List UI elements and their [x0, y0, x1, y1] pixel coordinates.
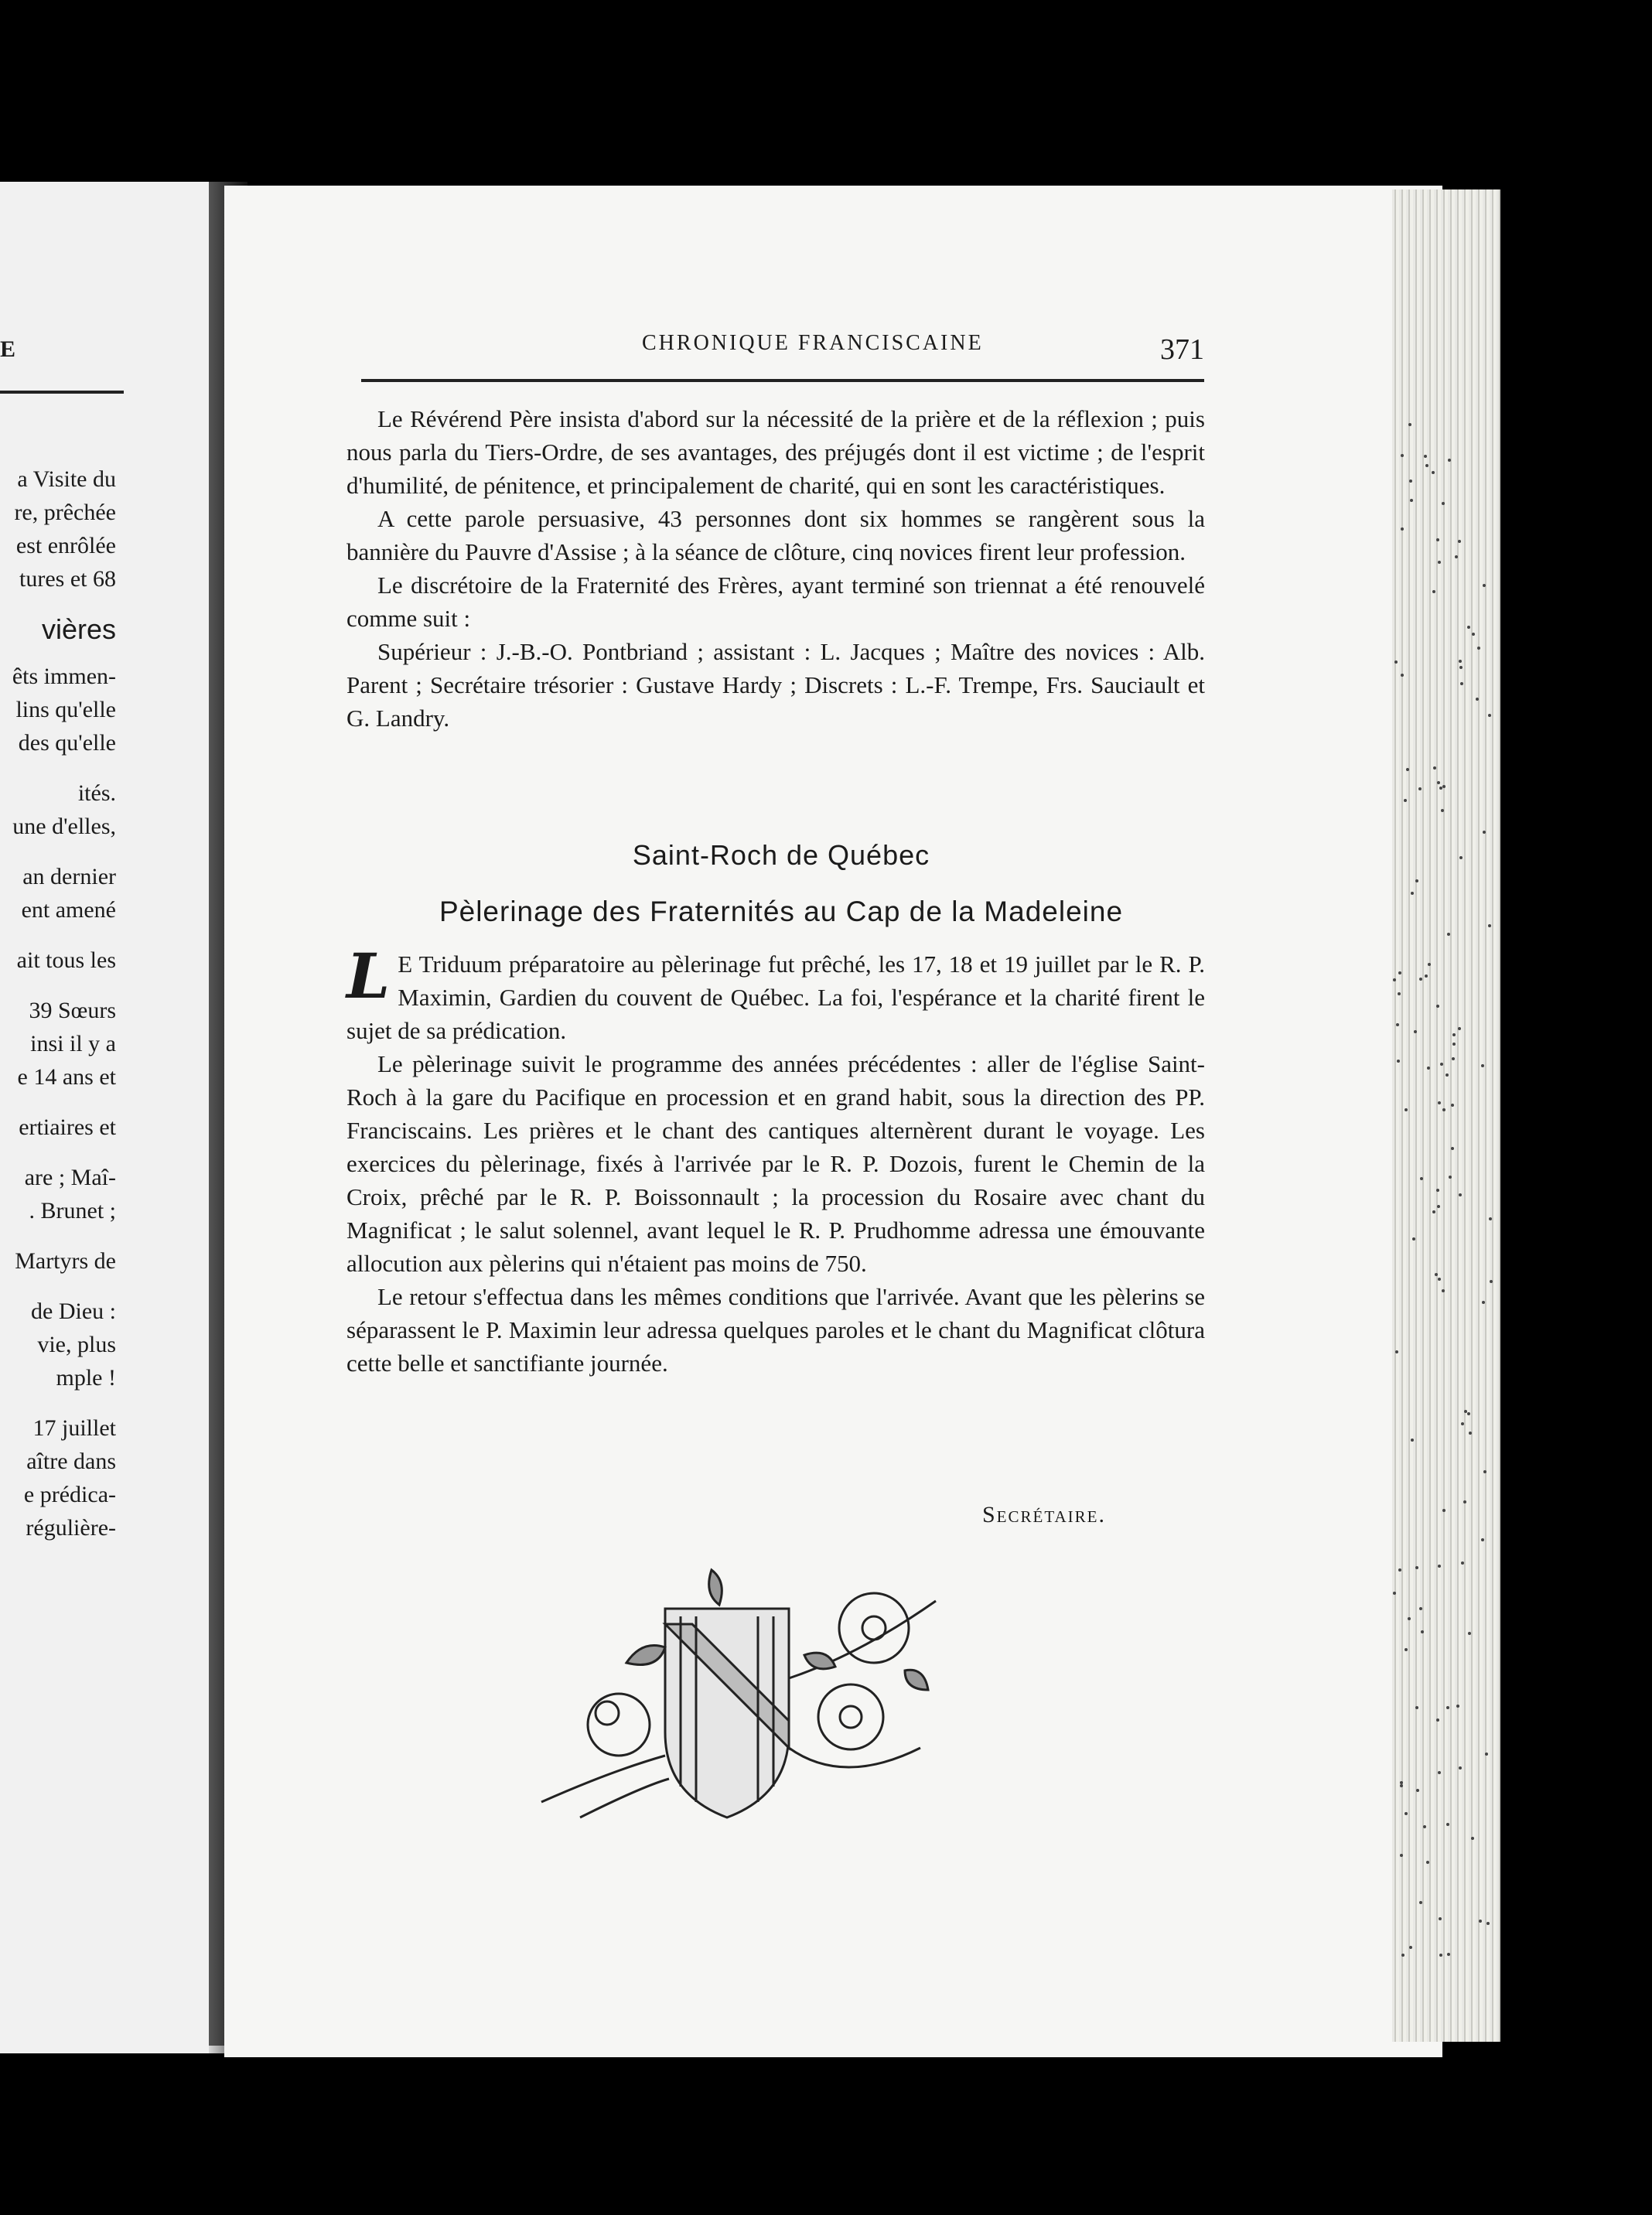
paper-speck [1438, 1101, 1441, 1104]
paper-speck [1416, 1789, 1419, 1792]
paper-speck [1461, 1422, 1464, 1425]
section-title-event: Pèlerinage des Fraternités au Cap de la Madeleine [439, 896, 1124, 927]
paper-speck [1446, 1823, 1449, 1826]
paper-speck [1442, 1509, 1446, 1512]
left-text-fragment: 17 juillet [32, 1415, 116, 1441]
paper-speck [1436, 1189, 1439, 1192]
paper-speck [1458, 540, 1461, 543]
paper-speck [1485, 1753, 1488, 1756]
paper-speck [1456, 1705, 1459, 1708]
page-edge [1392, 189, 1500, 2042]
paper-speck [1467, 626, 1470, 629]
paper-speck [1408, 423, 1411, 426]
floral-coat-of-arms-ornament [534, 1555, 1060, 1841]
paper-speck [1446, 1073, 1449, 1077]
paper-speck [1488, 714, 1491, 717]
left-page [0, 182, 232, 2053]
paper-speck [1401, 454, 1404, 457]
paper-speck [1404, 799, 1407, 802]
left-text-fragment: ent amené [21, 897, 116, 923]
paper-speck [1483, 1470, 1486, 1473]
paper-speck [1436, 538, 1439, 541]
paper-speck [1459, 660, 1462, 663]
paper-speck [1438, 1771, 1441, 1774]
left-text-fragment: insi il y a [30, 1031, 116, 1056]
paper-speck [1441, 809, 1444, 812]
paper-speck [1477, 647, 1480, 650]
paper-speck [1425, 974, 1428, 978]
paper-speck [1481, 1538, 1484, 1541]
running-head: CHRONIQUE FRANCISCAINE [642, 331, 984, 355]
paper-speck [1459, 1193, 1462, 1196]
paper-speck [1411, 892, 1414, 895]
paper-speck [1425, 464, 1428, 467]
left-text-fragment: ités. [77, 780, 116, 806]
paper-speck [1432, 471, 1435, 474]
left-text-fragment: ait tous les [16, 947, 116, 973]
paper-speck [1447, 933, 1450, 936]
paper-speck [1439, 1917, 1442, 1920]
paper-speck [1442, 502, 1445, 505]
paragraph: Le pèlerinage suivit le programme des années précédentes : aller de l'église Saint-Roch à la gare du Pacifique en procession et en grand habit, sous la direction des PP. Franciscains. Les prières et le chant des cantiques alternèrent durant le voyage. Les exercices du pèlerinage, fixés à l'arrivée par le R. P. Dozois, furent le Chemin de la Croix, prêché par le R. P. Boissonnault ; la procession du Rosaire avec chant du Magnificat ; le salut solennel, avant lequel le R. P. Prudhomme adressa une émouvante allocution aux pèlerins qui n'étaient pas moins de 750. [346, 1050, 1205, 1277]
paper-speck [1424, 455, 1427, 458]
paper-speck [1438, 1278, 1441, 1281]
paper-speck [1398, 1568, 1401, 1572]
paper-speck [1468, 1632, 1471, 1635]
drop-cap: L [346, 940, 391, 1012]
paper-speck [1423, 1825, 1426, 1828]
paper-speck [1483, 584, 1486, 587]
left-text-fragment: vie, plus [37, 1332, 116, 1357]
paper-speck [1437, 781, 1440, 784]
paragraph: Le Révérend Père insista d'abord sur la nécessité de la prière et de la réflexion ; puis nous parla du Tiers-Ordre, de ses avantages, des préjugés dont il est victime ; de l'esprit d'humilité, de pénitence, et principalement de charité, qui en sont les caractéristiques. [346, 405, 1205, 499]
paper-speck [1395, 1350, 1398, 1353]
paper-speck [1398, 971, 1401, 974]
paper-speck [1406, 768, 1409, 771]
paper-speck [1400, 1854, 1403, 1857]
header-rule [361, 379, 1204, 382]
paper-speck [1452, 1057, 1455, 1060]
signature: Secrétaire. [982, 1502, 1106, 1527]
paper-speck [1393, 978, 1396, 981]
paper-speck [1411, 1439, 1414, 1442]
section-title-place: Saint-Roch de Québec [632, 839, 930, 871]
left-text-fragment: aître dans [26, 1449, 116, 1474]
paper-speck [1433, 766, 1436, 770]
paper-speck [1490, 1280, 1493, 1283]
paper-speck [1394, 660, 1398, 664]
paper-speck [1442, 1108, 1446, 1111]
left-text-fragment: an dernier [22, 864, 116, 889]
paper-speck [1405, 1108, 1408, 1111]
paper-speck [1436, 1718, 1439, 1722]
paper-speck [1459, 856, 1463, 859]
paper-speck [1432, 590, 1435, 593]
paper-speck [1419, 1607, 1422, 1610]
paper-speck [1401, 1954, 1405, 1957]
paper-speck [1412, 1237, 1415, 1241]
left-text-fragment: e 14 ans et [17, 1064, 116, 1090]
paper-speck [1460, 682, 1463, 685]
left-text-fragment: des qu'elle [18, 730, 116, 756]
left-head-rule [0, 391, 124, 394]
left-text-fragment: mple ! [56, 1365, 116, 1391]
paper-speck [1418, 787, 1422, 790]
paper-speck [1419, 978, 1422, 981]
left-text-fragment: are ; Maî- [24, 1165, 116, 1190]
left-text-fragment: a Visite du [17, 466, 116, 492]
paper-speck [1472, 633, 1475, 636]
paper-speck [1486, 1922, 1490, 1925]
paper-speck [1438, 1565, 1441, 1568]
paper-speck [1393, 1592, 1396, 1595]
paper-speck [1414, 1030, 1417, 1033]
paper-speck [1483, 831, 1486, 834]
paper-speck [1452, 1033, 1456, 1036]
paper-speck [1410, 499, 1413, 502]
section-1-text [346, 402, 1205, 735]
paper-speck [1449, 1176, 1452, 1179]
paper-speck [1437, 1205, 1440, 1208]
first-paragraph-text: E Triduum préparatoire au pèlerinage fut prêché, les 17, 18 et 19 juillet par le R. P. Maximin, Gardien du couvent de Québec. La foi, l'espérance et la charité firent le sujet de sa prédication. [346, 951, 1205, 1044]
paper-speck [1448, 459, 1451, 462]
paper-speck [1405, 1812, 1408, 1815]
left-text-fragment: tures et 68 [19, 566, 116, 592]
left-text-fragment: 39 Sœurs [29, 998, 116, 1023]
paper-speck [1408, 1617, 1411, 1620]
first-paragraph [346, 940, 1205, 1047]
paper-speck [1458, 1027, 1461, 1030]
paper-speck [1438, 561, 1441, 564]
paper-speck [1481, 1064, 1484, 1067]
page-number: 371 [1160, 333, 1204, 366]
paper-speck [1397, 1060, 1400, 1063]
paper-speck [1400, 1784, 1403, 1787]
paper-speck [1459, 1766, 1462, 1770]
left-running-head: E [0, 336, 16, 362]
paper-speck [1440, 1063, 1443, 1066]
left-text-fragment: re, prêchée [14, 500, 116, 525]
paper-speck [1476, 698, 1479, 701]
paper-speck [1439, 787, 1442, 790]
paper-speck [1451, 1147, 1454, 1150]
paper-speck [1488, 924, 1491, 927]
paper-speck [1446, 1706, 1449, 1709]
paper-speck [1489, 1217, 1492, 1220]
left-text-fragment: Martyrs de [15, 1248, 116, 1274]
paper-speck [1415, 1566, 1418, 1569]
paper-speck [1461, 1561, 1464, 1565]
left-text-fragment: régulière- [26, 1515, 116, 1541]
paper-speck [1469, 1432, 1472, 1435]
paragraph: Supérieur : J.-B.-O. Pontbriand ; assistant : L. Jacques ; Maître des novices : Alb. Parent ; Secrétaire trésorier : Gustave Hardy ; Discrets : L.-F. Trempe, Frs. Sauciault et G. Landry. [346, 638, 1205, 732]
paragraph: Le discrétoire de la Fraternité des Frères, ayant terminé son triennat a été renouvelé comme suit : [346, 572, 1205, 632]
paper-speck [1455, 555, 1458, 558]
paper-speck [1420, 1177, 1423, 1180]
left-text-fragment: de Dieu : [31, 1299, 116, 1324]
paper-speck [1439, 1954, 1442, 1957]
left-text-fragment: êts immen- [12, 664, 116, 689]
paper-speck [1459, 666, 1463, 669]
paragraph: Le retour s'effectua dans les mêmes conditions que l'arrivée. Avant que les pèlerins se séparassent le P. Maximin leur adressa quelques paroles et le chant du Magnificat clôtura cette belle et sanctifiante journée. [346, 1283, 1205, 1377]
paper-speck [1435, 1273, 1438, 1276]
paper-speck [1447, 1953, 1450, 1956]
paper-speck [1415, 879, 1418, 882]
paper-speck [1471, 1837, 1474, 1840]
paper-speck [1442, 1289, 1445, 1292]
paper-speck [1409, 480, 1412, 483]
paper-speck [1427, 1067, 1430, 1070]
paper-speck [1400, 1781, 1403, 1784]
paper-speck [1415, 1706, 1418, 1709]
paper-speck [1428, 963, 1431, 966]
left-text-fragment: vières [41, 613, 116, 645]
paper-speck [1482, 1301, 1485, 1304]
paper-speck [1436, 1005, 1439, 1008]
left-text-fragment: est enrôlée [15, 533, 116, 558]
left-text-fragment: e prédica- [23, 1482, 116, 1507]
paper-speck [1442, 785, 1446, 788]
left-text-fragment: une d'elles, [12, 814, 116, 839]
paper-speck [1463, 1500, 1466, 1503]
paper-speck [1421, 1630, 1424, 1633]
paper-speck [1451, 1104, 1454, 1107]
section-2-text [346, 940, 1205, 1380]
paper-speck [1401, 527, 1404, 531]
paper-speck [1467, 1412, 1470, 1415]
paper-speck [1426, 1861, 1429, 1864]
paper-speck [1398, 992, 1401, 995]
paper-speck [1452, 1043, 1456, 1046]
paper-speck [1409, 1946, 1412, 1949]
paper-speck [1479, 1920, 1482, 1923]
paper-speck [1405, 1648, 1408, 1651]
paper-speck [1396, 1023, 1399, 1026]
left-text-fragment: lins qu'elle [15, 697, 116, 722]
paper-speck [1401, 674, 1404, 677]
left-text-fragment: . Brunet ; [29, 1198, 116, 1224]
paragraph: A cette parole persuasive, 43 personnes dont six hommes se rangèrent sous la bannière du Pauvre d'Assise ; à la séance de clôture, cinq novices firent leur profession. [346, 505, 1205, 565]
paper-speck [1432, 1210, 1435, 1213]
paper-speck [1419, 1901, 1422, 1904]
left-text-fragment: ertiaires et [19, 1114, 116, 1140]
